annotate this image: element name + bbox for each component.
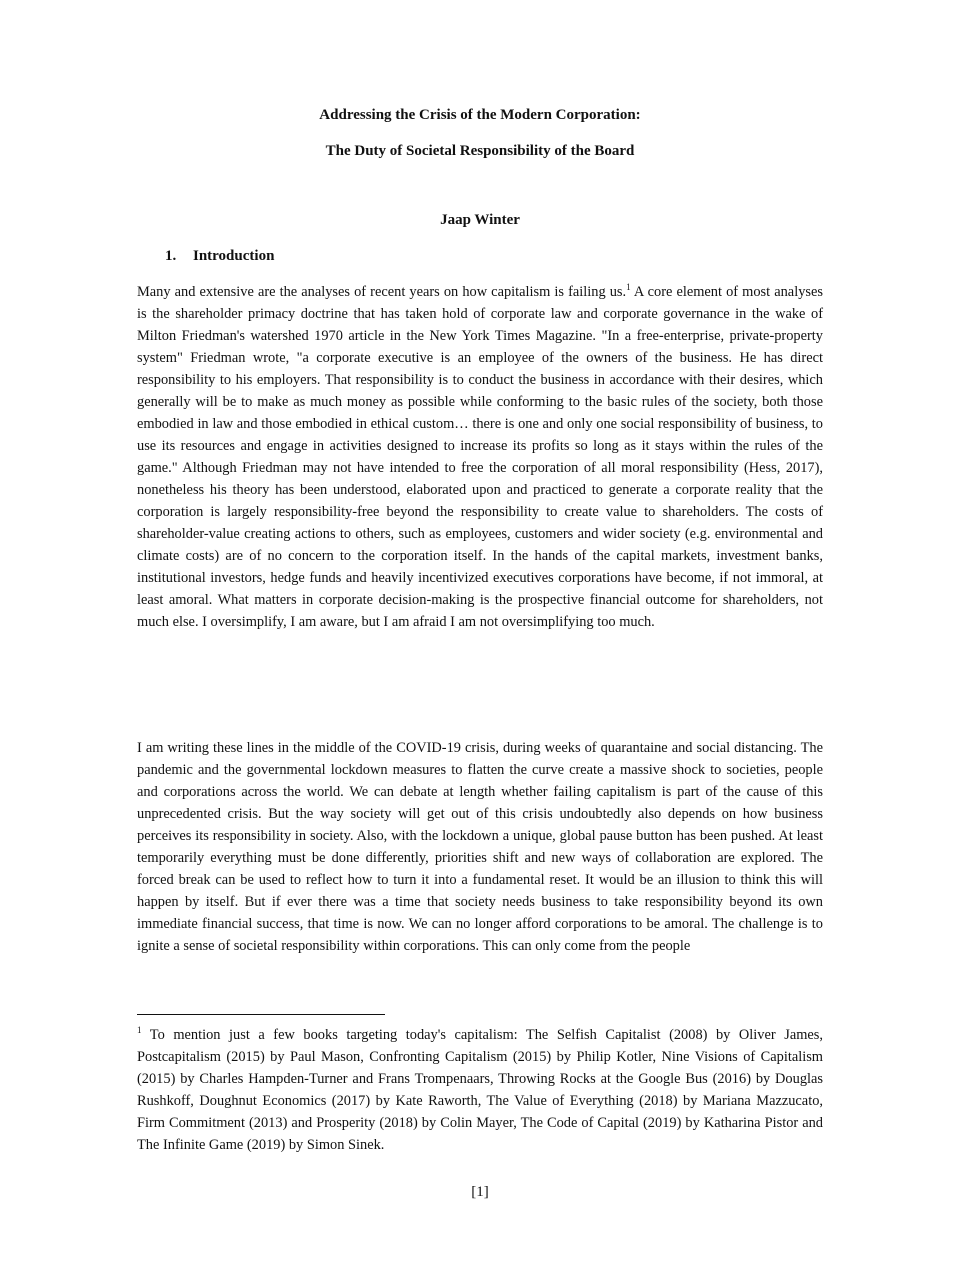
section-title: Introduction bbox=[193, 248, 275, 264]
paragraph-1 bbox=[137, 281, 823, 633]
paragraph-1-opening: Many and extensive are the analyses of recent years on how capitalism is failing us. bbox=[137, 284, 627, 300]
footnote-separator bbox=[137, 1014, 385, 1015]
paragraph-2: I am writing these lines in the middle of the COVID-19 crisis, during weeks of quarantaine and social distancing. The pandemic and the governmental lockdown measures to flatten the curve create a massive shock to societies, people and corporations across the world. We can debate at length whether failing capitalism is part of the cause of this unprecedented crisis. But the way society will get out of this crisis undoubtedly also depends on how business perceives its responsibility in society. Also, with the lockdown a unique, global pause button has been pushed. At least temporarily everything must be done differently, priorities shift and new ways of collaboration are explored. The forced break can be used to reflect how to turn it into a fundamental reset. It would be an illusion to think this will happen by itself. But if ever there was a time that society needs business to take responsibility beyond its own immediate financial success, that time is now. We can no longer afford corporations to be amoral. The challenge is to ignite a sense of societal responsibility within corporations. This can only come from the people bbox=[137, 740, 823, 954]
section-number: 1. bbox=[165, 248, 177, 264]
title-line-1: Addressing the Crisis of the Modern Corporation: bbox=[319, 107, 641, 123]
footnote-marker: 1 bbox=[137, 1025, 142, 1035]
footnote bbox=[137, 1024, 823, 1156]
section-heading bbox=[165, 248, 274, 265]
author-name: Jaap Winter bbox=[440, 212, 520, 228]
footnote-reference: 1 bbox=[626, 282, 631, 292]
page-number: [1] bbox=[471, 1184, 489, 1200]
footnote-text: To mention just a few books targeting today's capitalism: The Selfish Capitalist (2008) by Oliver James, Postcapitalism (2015) by Paul Mason, Confronting Capitalism (2015) by Philip Kotler, Nine Visions of Capitalism (2015) by Charles Hampden-Turner and Frans Trompenaars, Throwing Rocks at the Google Bus (2016) by Douglas Rushkoff, Doughnut Economics (2017) by Kate Raworth, The Value of Everything (2018) by Mariana Mazzucato, Firm Commitment (2013) and Prosperity (2018) by Colin Mayer, The Code of Capital (2019) by Katharina Pistor and The Infinite Game (2019) by Simon Sinek. bbox=[137, 1027, 823, 1153]
title-line-2: The Duty of Societal Responsibility of the Board bbox=[325, 143, 635, 159]
paragraph-1-body: A core element of most analyses is the shareholder primacy doctrine that has taken hold of corporate law and corporate governance in the wake of Milton Friedman's watershed 1970 article in the New York Times Magazine. "In a free-enterprise, private-property system" Friedman wrote, "a corporate executive is an employee of the owners of the business. He has direct responsibility to his employers. That responsibility is to conduct the business in accordance with their desires, which generally will be to make as much money as possible while conforming to the basic rules of the society, both those embodied in law and those embodied in ethical custom… there is one and only one social responsibility of business, to use its resources and engage in activities designed to increase its profits so long as it stays within the rules of the game." Although Friedman may not have intended to free the corporation of all moral responsibility (Hess, 2017), nonetheless his theory has been understood, elaborated upon and practiced to generate a corporate reality that the corporation is largely responsibility-free beyond the responsibility to create value to shareholders. The costs of shareholder-value creating actions to others, such as employees, customers and wider society (e.g. environmental and climate costs) are of no concern to the corporation itself. In the hands of the capital markets, investment banks, institutional investors, hedge funds and heavily incentivized executives corporations have become, if not immoral, at least amoral. What matters in corporate decision-making is the prospective financial outcome for shareholders, not much else. I oversimplify, I am aware, but I am afraid I am not oversimplifying too much. bbox=[137, 284, 823, 630]
